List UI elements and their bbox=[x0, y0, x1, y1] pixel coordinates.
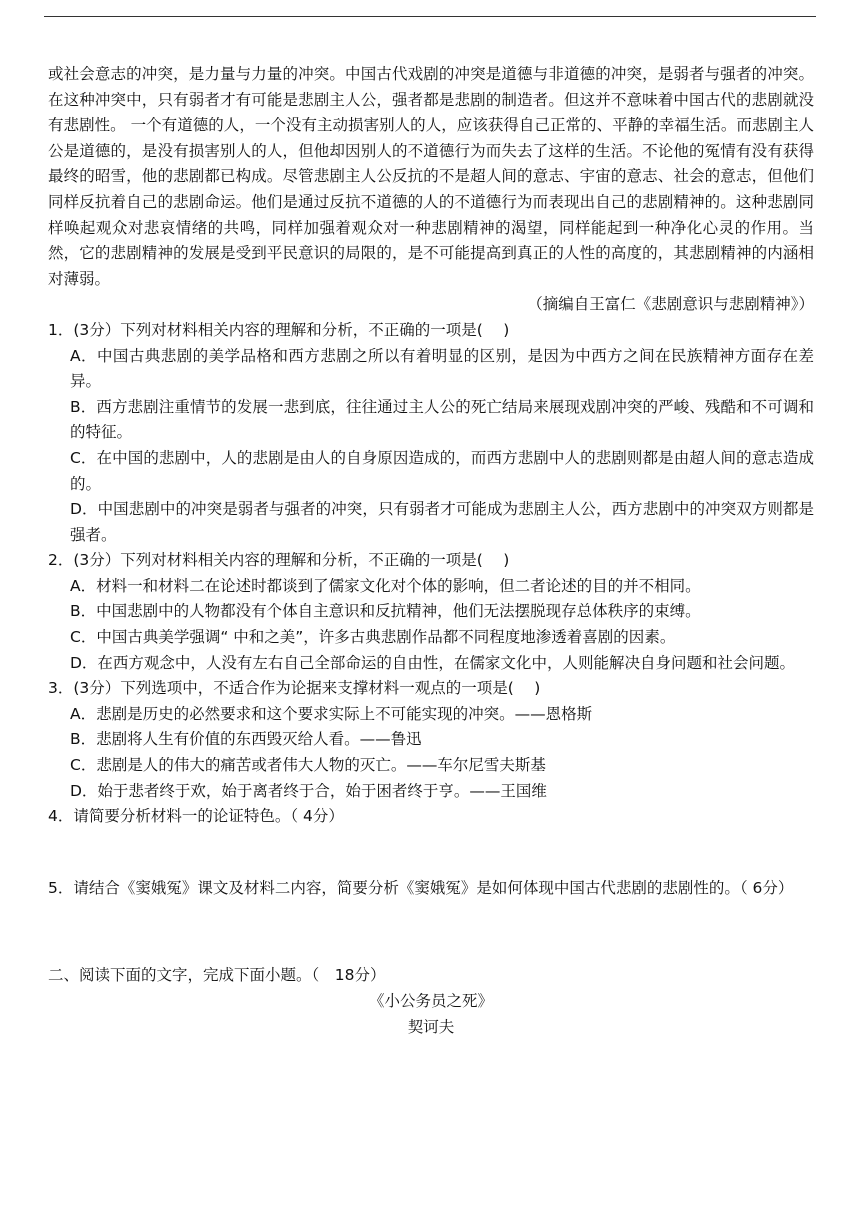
option-b[interactable]: B．悲剧将人生有价值的东西毁灭给人看。——鲁迅 bbox=[70, 730, 422, 749]
question-stem: 1．(3分）下列对材料相关内容的理解和分析，不正确的一项是( ) bbox=[48, 320, 510, 339]
option-d[interactable]: D．在西方观念中，人没有左右自己全部命运的自由性，在儒家文化中，人则能解决自身问题和社会问题。 bbox=[70, 653, 795, 672]
answer-space[interactable] bbox=[48, 901, 814, 963]
question-1 bbox=[48, 318, 814, 548]
option-a[interactable]: A．中国古典悲剧的美学品格和西方悲剧之所以有着明显的区别，是因为中西方之间在民族精神方面存在差异。 bbox=[70, 346, 814, 391]
question-2 bbox=[48, 548, 814, 676]
option-c[interactable]: C．悲剧是人的伟大的痛苦或者伟大人物的灭亡。——车尔尼雪夫斯基 bbox=[70, 756, 546, 775]
option-c[interactable]: C．在中国的悲剧中，人的悲剧是由人的自身原因造成的，而西方悲剧中人的悲剧则都是由超人间的意志造成的。 bbox=[70, 448, 814, 493]
question-3 bbox=[48, 676, 814, 804]
document-page bbox=[48, 62, 814, 1040]
option-a[interactable]: A．悲剧是历史的必然要求和这个要求实际上不可能实现的冲突。——恩格斯 bbox=[70, 704, 593, 723]
question-stem: 3．(3分）下列选项中，不适合作为论据来支撑材料一观点的一项是( ) bbox=[48, 679, 541, 698]
story-author: 契诃夫 bbox=[407, 1017, 455, 1036]
question-5: 5．请结合《窦娥冤》课文及材料二内容，简要分析《窦娥冤》是如何体现中国古代悲剧的悲剧性的。（ 6分） bbox=[48, 878, 794, 897]
section-heading: 二、阅读下面的文字，完成下面小题。（ 18分） bbox=[48, 966, 386, 985]
question-stem: 2．(3分）下列对材料相关内容的理解和分析，不正确的一项是( ) bbox=[48, 551, 510, 570]
option-d[interactable]: D．始于悲者终于欢，始于离者终于合，始于困者终于亨。——王国维 bbox=[70, 781, 547, 800]
option-b[interactable]: B．西方悲剧注重情节的发展一悲到底，往往通过主人公的死亡结局来展现戏剧冲突的严峻、残酷和不可调和的特征。 bbox=[70, 397, 814, 442]
question-4: 4．请简要分析材料一的论证特色。（ 4分） bbox=[48, 807, 344, 826]
option-d[interactable]: D．中国悲剧中的冲突是弱者与强者的冲突，只有弱者才可能成为悲剧主人公，西方悲剧中的冲突双方则都是强者。 bbox=[70, 500, 814, 544]
answer-space[interactable] bbox=[48, 830, 814, 876]
passage-text: 或社会意志的冲突，是力量与力量的冲突。中国古代戏剧的冲突是道德与非道德的冲突，是弱者与强者的冲突。在这种冲突中，只有弱者才有可能是悲剧主人公，强者都是悲剧的制造者。但这并不意味着中国古代的悲剧就没有悲剧性。 一个有道德的人，一个没有主动损害别人的人，应该获得自己正常的、平静的幸福生活。而悲剧主人公是道德的，是没有损害别人的人，但他却因别人的不道德行为而失去了这样的生活。不论他的冤情有没有获得最终的昭雪，他的悲剧都已构成。尽管悲剧主人公反抗的不是超人间的意志、宇宙的意志、社会的意志，但他们同样反抗着自己的悲剧命运。他们是通过反抗不道德的人的不道德行为而表现出自己的悲剧精神的。这种悲剧同样唤起观众对悲哀情绪的共鸣，同样加强着观众对一种悲剧精神的渴望，同样能起到一种净化心灵的作用。当然，它的悲剧精神的发展是受到平民意识的局限的，是不可能提高到真正的人性的高度的，其悲剧精神的内涵相对薄弱。 bbox=[48, 65, 814, 288]
passage-source: （摘编自王富仁《悲剧意识与悲剧精神》） bbox=[527, 295, 814, 314]
story-title: 《小公务员之死》 bbox=[368, 992, 493, 1010]
header-rule bbox=[44, 16, 816, 17]
option-a[interactable]: A．材料一和材料二在论述时都谈到了儒家文化对个体的影响，但二者论述的目的并不相同。 bbox=[70, 576, 701, 595]
option-b[interactable]: B．中国悲剧中的人物都没有个体自主意识和反抗精神，他们无法摆脱现存总体秩序的束缚。 bbox=[70, 602, 701, 621]
option-c[interactable]: C．中国古典美学强调“ 中和之美”，许多古典悲剧作品都不同程度地渗透着喜剧的因素。 bbox=[70, 628, 676, 647]
passage bbox=[48, 62, 814, 318]
